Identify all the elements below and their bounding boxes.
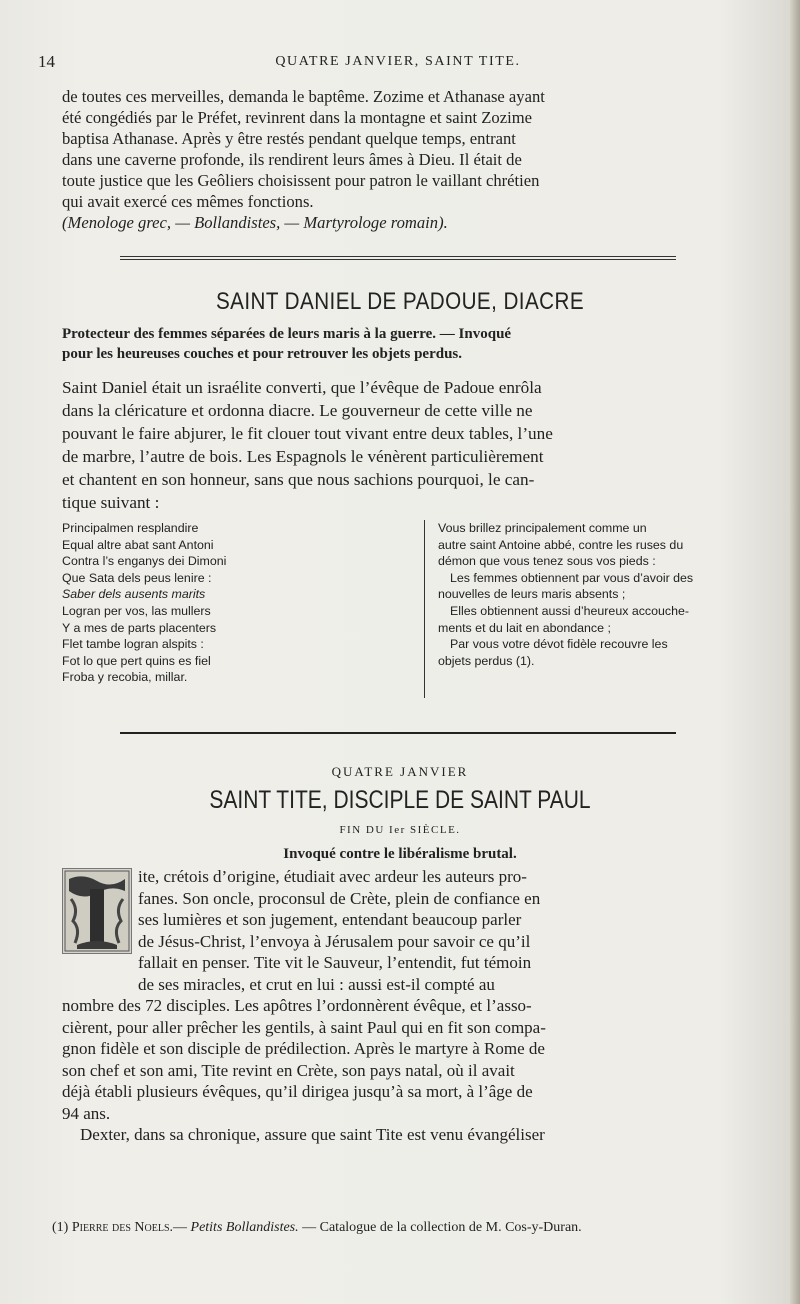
text-line: de marbre, l’autre de bois. Les Espagnols le vénèrent particulièrement: [62, 447, 544, 466]
section-divider: [120, 732, 676, 734]
daniel-body: [62, 376, 768, 514]
verse-line: Vous brillez principalement comme un: [438, 521, 647, 535]
text-line: qui avait exercé ces mêmes fonctions.: [62, 192, 314, 211]
text-line: de ses miracles, et crut en lui : aussi est-il compté au: [138, 974, 495, 994]
canticle-translation: [438, 520, 768, 669]
verse-line: Equal altre abat sant Antoni: [62, 537, 214, 552]
verse-line: Contra l’s enganys dei Dimoni: [62, 554, 227, 569]
verse-line: Principalmen resplandire: [62, 521, 199, 535]
intro-paragraph: [62, 86, 768, 233]
footnote-author: Pierre des Noels.—: [71, 1220, 188, 1235]
verse-line: objets perdus (1).: [438, 653, 535, 668]
text-line: de Jésus-Christ, l’envoya à Jérusalem pour savoir ce qu’il: [138, 931, 531, 951]
section-divider: [120, 256, 676, 260]
tite-body-indented: [62, 866, 768, 995]
verse-line: Logran per vos, las mullers: [62, 603, 211, 618]
tite-body-full: [62, 995, 768, 1146]
text-line: ses lumières et son jugement, entendant beaucoup parler: [138, 910, 522, 929]
verse-line: Froba y recobia, millar.: [62, 670, 188, 685]
text-line: nombre des 72 disciples. Les apôtres l’ordonnèrent évêque, et l’asso-: [62, 996, 532, 1015]
text-line: fallait en penser. Tite vit le Sauveur, l’entendit, fut témoin: [138, 953, 532, 972]
text-line: déjà établi plusieurs évêques, qu’il dirigea jusqu’à sa mort, à l’âge de: [62, 1082, 533, 1101]
verse-line: Y a mes de parts placenters: [62, 620, 217, 635]
sources-citation: (Menologe grec, — Bollandistes, — Martyrologe romain).: [62, 213, 448, 232]
text-line: été congédiés par le Préfet, revinrent dans la montagne et saint Zozime: [62, 108, 532, 127]
text-line: pouvant le faire abjurer, le fit clouer tout vivant entre deux tables, l’une: [62, 424, 553, 443]
verse-line: Saber dels ausents marits: [62, 587, 206, 602]
page-header: [38, 52, 758, 76]
running-head: QUATRE JANVIER, SAINT TITE.: [275, 54, 521, 69]
text-line: fanes. Son oncle, proconsul de Crète, plein de confiance en: [138, 888, 541, 908]
section-title-tite: SAINT TITE, DISCIPLE DE SAINT PAUL: [209, 786, 591, 814]
verse-line: démon que vous tenez sous vos pieds :: [438, 554, 656, 569]
text-line: Saint Daniel était un israélite converti, que l’évêque de Padoue enrôla: [62, 378, 542, 397]
section-title-daniel: SAINT DANIEL DE PADOUE, DIACRE: [215, 288, 585, 315]
text-line: et chantent en son honneur, sans que nous sachions pourquoi, le can-: [62, 470, 535, 489]
page-edge-shadow: [790, 0, 800, 1304]
canticle-original: [62, 520, 402, 686]
verse-line: Que Sata dels peus lenire :: [62, 570, 212, 585]
footnote-work: Petits Bollandistes.: [190, 1220, 299, 1235]
subtitle-line: Protecteur des femmes séparées de leurs maris à la guerre. — Invoqué: [62, 326, 512, 342]
footnote-marker: (1): [52, 1220, 69, 1235]
footnote: [52, 1220, 772, 1236]
canticle: [62, 520, 768, 698]
verse-line: Les femmes obtiennent par vous d’avoir des: [450, 570, 694, 585]
text-line: tique suivant :: [62, 493, 160, 512]
century-note: FIN DU Ier SIÈCLE.: [339, 824, 461, 836]
text-line: dans la cléricature et ordonna diacre. Le gouverneur de cette ville ne: [62, 401, 533, 420]
date-heading: QUATRE JANVIER: [331, 764, 469, 779]
text-line: de toutes ces merveilles, demanda le baptême. Zozime et Athanase ayant: [62, 87, 545, 106]
column-divider: [424, 520, 425, 698]
verse-line: Flet tambe logran alspits :: [62, 637, 204, 652]
verse-line: nouvelles de leurs maris absents ;: [438, 587, 626, 602]
verse-line: autre saint Antoine abbé, contre les ruses du: [438, 537, 684, 552]
text-line: baptisa Athanase. Après y être restés pendant quelque temps, entrant: [62, 129, 516, 148]
text-line: toute justice que les Geôliers choisissent pour patron le vaillant chrétien: [62, 171, 540, 190]
invocation-line: Invoqué contre le libéralisme brutal.: [283, 846, 517, 862]
text-line: gnon fidèle et son disciple de prédilection. Après le martyre à Rome de: [62, 1039, 545, 1058]
verse-line: Par vous votre dévot fidèle recouvre les: [450, 637, 668, 652]
verse-line: Fot lo que pert quins es fiel: [62, 653, 211, 668]
verse-line: Elles obtiennent aussi d’heureux accouche-: [450, 603, 690, 618]
text-line: 94 ans.: [62, 1103, 111, 1123]
text-line: dans une caverne profonde, ils rendirent leurs âmes à Dieu. Il était de: [62, 150, 522, 169]
subtitle-line: pour les heureuses couches et pour retrouver les objets perdus.: [62, 346, 462, 362]
page-number: 14: [38, 52, 55, 71]
text-line: son chef et son ami, Tite revint en Crète, son pays natal, où il avait: [62, 1060, 515, 1080]
text-line: ite, crétois d’origine, étudiait avec ardeur les auteurs pro-: [138, 867, 527, 886]
verse-line: ments et du lait en abondance ;: [438, 620, 611, 635]
text-line: cièrent, pour aller prêcher les gentils, à saint Paul qui en fit son compa-: [62, 1017, 546, 1037]
section-subtitle-daniel: [62, 324, 768, 364]
text-line: Dexter, dans sa chronique, assure que saint Tite est venu évangéliser: [80, 1125, 545, 1144]
footnote-rest: — Catalogue de la collection de M. Cos-y-Duran.: [302, 1220, 582, 1235]
